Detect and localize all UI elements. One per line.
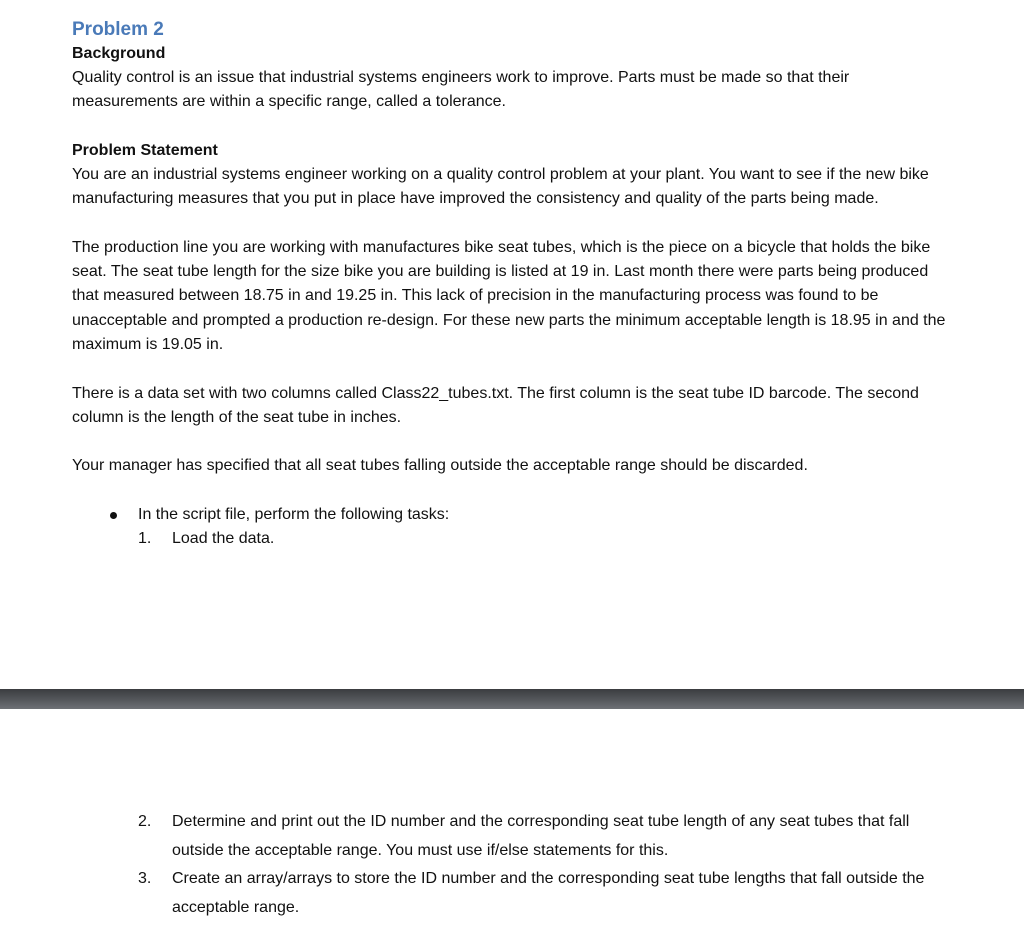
bullet-icon [110,512,117,519]
task-list [72,503,952,551]
task-item [138,865,958,922]
background-paragraph: Quality control is an issue that industrial systems engineers work to improve. Parts must be made so that their measurements are within a specific range, called a tolerance. [72,69,850,111]
problem-statement-paragraph: You are an industrial systems engineer working on a quality control problem at your plant. You want to see if the new bike manufacturing measures that you put in place have improved the consistency and quality of the parts being made. [72,165,929,208]
page-break-divider [0,689,1024,709]
task-number: 3. [138,870,152,887]
task-intro-text: In the script file, perform the following tasks: [138,505,450,523]
document-page-top [72,18,952,551]
problem-statement-heading: Problem Statement [72,141,218,159]
task-item [72,527,952,551]
task-number: 1. [138,529,152,547]
document-page-bottom [138,808,958,922]
task-number: 2. [138,813,152,830]
data-set-paragraph: There is a data set with two columns called Class22_tubes.txt. The first column is the seat tube ID barcode. The second column is the length of the seat tube in inches. [72,384,919,427]
task-text: Load the data. [172,529,275,547]
problem-title: Problem 2 [72,19,164,40]
task-intro [72,503,952,527]
manager-paragraph: Your manager has specified that all seat tubes falling outside the acceptable range should be discarded. [72,457,808,475]
task-text: Create an array/arrays to store the ID number and the corresponding seat tube lengths that fall outside the acceptable range. [172,870,925,916]
task-item [138,808,958,865]
production-line-paragraph: The production line you are working with manufactures bike seat tubes, which is the piece on a bicycle that holds the bike seat. The seat tube length for the size bike you are building is listed at 19 in. Last month there were parts being produced that measured between 18.75 in and 19.25 in. This lack of precision in the manufacturing process was found to be unacceptable and prompted a production re-design. For these new parts the minimum acceptable length is 18.95 in and the maximum is 19.05 in. [72,238,946,354]
task-text: Determine and print out the ID number and the corresponding seat tube length of any seat tubes that fall outside the acceptable range. You must use if/else statements for this. [172,813,910,859]
background-heading: Background [72,45,166,62]
